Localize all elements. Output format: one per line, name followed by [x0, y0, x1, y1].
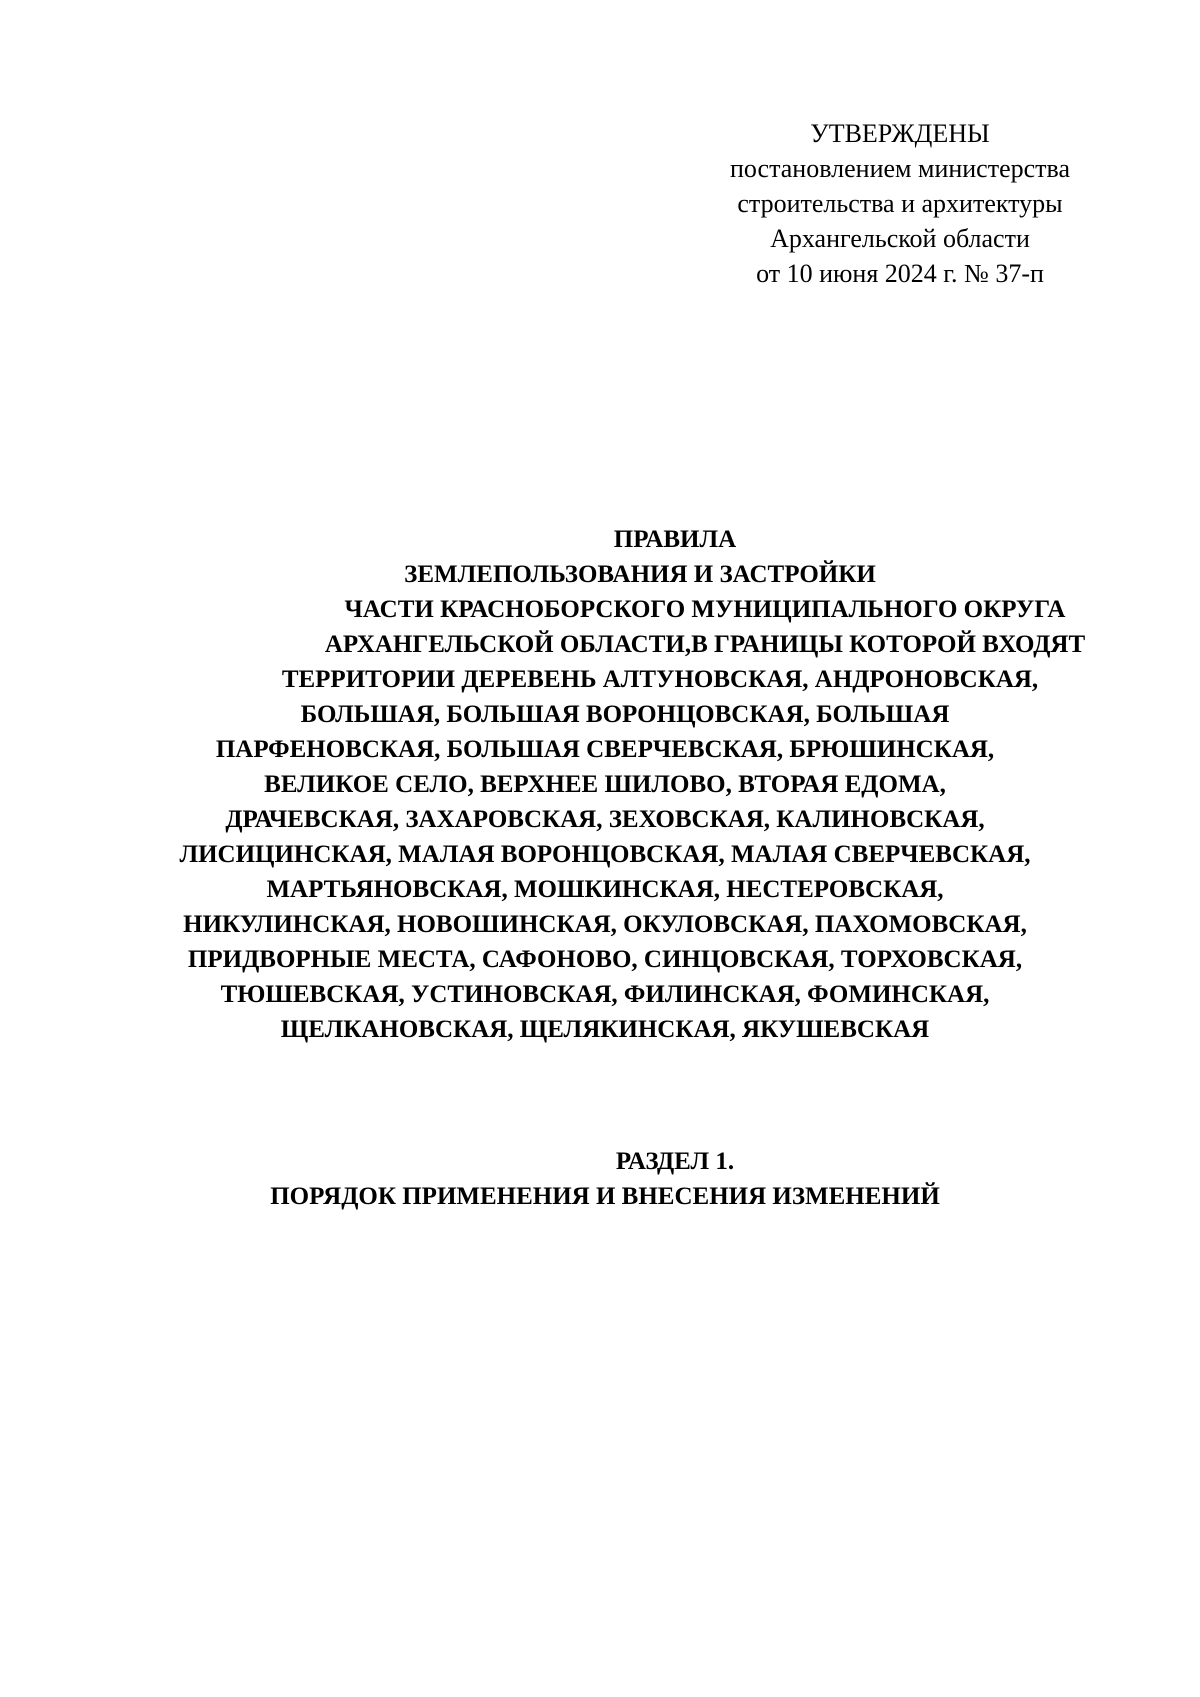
section-number: РАЗДЕЛ 1. — [615, 1148, 735, 1175]
title-line: АРХАНГЕЛЬСКОЙ ОБЛАСТИ,В ГРАНИЦЫ КОТОРОЙ ВХОДЯТ — [324, 631, 1086, 658]
title-line: БОЛЬШАЯ, БОЛЬШАЯ ВОРОНЦОВСКАЯ, БОЛЬШАЯ — [300, 701, 950, 728]
approval-line: постановлением министерства — [729, 154, 1071, 183]
approval-heading: УТВЕРЖДЕНЫ — [810, 119, 990, 148]
title-line: ПАРФЕНОВСКАЯ, БОЛЬШАЯ СВЕРЧЕВСКАЯ, БРЮШИНСКАЯ, — [215, 736, 995, 763]
title-line: МАРТЬЯНОВСКАЯ, МОШКИНСКАЯ, НЕСТЕРОВСКАЯ, — [266, 876, 944, 903]
title-line: ЛИСИЦИНСКАЯ, МАЛАЯ ВОРОНЦОВСКАЯ, МАЛАЯ СВЕРЧЕВСКАЯ, — [179, 841, 1031, 868]
title-line: ЧАСТИ КРАСНОБОРСКОГО МУНИЦИПАЛЬНОГО ОКРУГА — [344, 596, 1066, 623]
title-line: ДРАЧЕВСКАЯ, ЗАХАРОВСКАЯ, ЗЕХОВСКАЯ, КАЛИНОВСКАЯ, — [225, 806, 985, 833]
title-line: ТЕРРИТОРИИ ДЕРЕВЕНЬ АЛТУНОВСКАЯ, АНДРОНОВСКАЯ, — [281, 666, 1039, 693]
section-title: ПОРЯДОК ПРИМЕНЕНИЯ И ВНЕСЕНИЯ ИЗМЕНЕНИЙ — [270, 1183, 940, 1210]
approval-line: строительства и архитектуры — [737, 189, 1063, 218]
title-line: НИКУЛИНСКАЯ, НОВОШИНСКАЯ, ОКУЛОВСКАЯ, ПАХОМОВСКАЯ, — [183, 911, 1027, 938]
title-line: ВЕЛИКОЕ СЕЛО, ВЕРХНЕЕ ШИЛОВО, ВТОРАЯ ЕДОМА, — [264, 771, 946, 798]
title-line: ЩЕЛКАНОВСКАЯ, ЩЕЛЯКИНСКАЯ, ЯКУШЕВСКАЯ — [280, 1016, 930, 1043]
approval-stamp — [700, 116, 1100, 291]
title-line: ПРАВИЛА — [613, 526, 737, 553]
title-line: ЗЕМЛЕПОЛЬЗОВАНИЯ И ЗАСТРОЙКИ — [404, 561, 876, 588]
title-line: ПРИДВОРНЫЕ МЕСТА, САФОНОВО, СИНЦОВСКАЯ, ТОРХОВСКАЯ, — [187, 946, 1023, 973]
approval-date: от 10 июня 2024 г. № 37-п — [756, 259, 1044, 288]
approval-line: Архангельской области — [770, 224, 1030, 253]
title-line: ТЮШЕВСКАЯ, УСТИНОВСКАЯ, ФИЛИНСКАЯ, ФОМИНСКАЯ, — [220, 981, 990, 1008]
